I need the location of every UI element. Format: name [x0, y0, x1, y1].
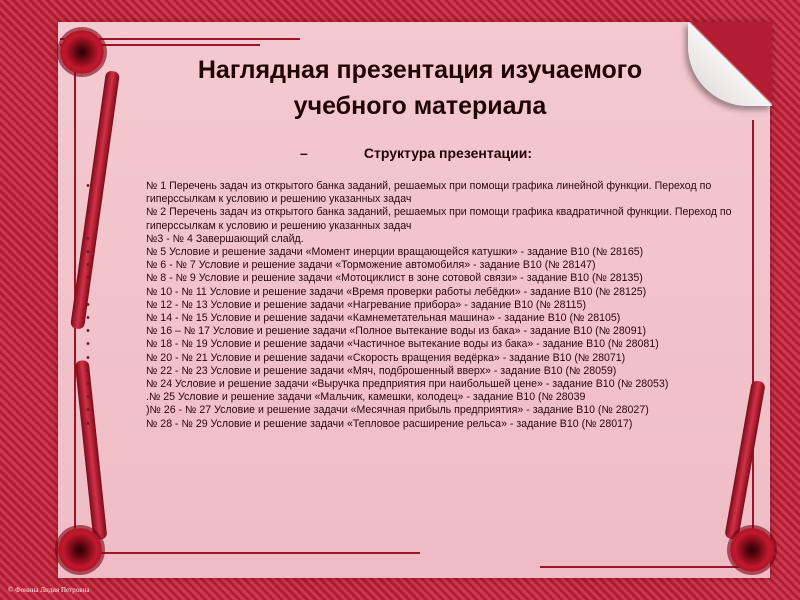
list-item-text: № 10 - № 11 Условие и решение задачи «Время проверки работы лебёдки» - задание B10 (№ 28125)	[146, 285, 647, 298]
subtitle-text: Структура презентации:	[363, 145, 532, 161]
list-item-text: )№ 26 - № 27 Условие и решение задачи «Месячная прибыль предприятия» - задание B10 (№ 28027)	[146, 404, 649, 417]
bullet-icon: •	[86, 351, 90, 364]
list-item[interactable]	[84, 404, 756, 417]
list-item[interactable]	[84, 180, 756, 206]
bullet-icon: •	[86, 404, 90, 417]
bullet-icon: •	[86, 364, 90, 377]
list-item[interactable]	[84, 352, 756, 365]
list-item-text: № 14 - № 15 Условие и решение задачи «Камнеметательная машина» - задание B10 (№ 28105)	[146, 312, 621, 325]
list-item[interactable]	[84, 233, 756, 246]
list-item[interactable]	[84, 312, 756, 325]
list-item[interactable]	[84, 206, 756, 232]
list-item-text: № 12 - № 13 Условие и решение задачи «Нагревание прибора» - задание B10 (№ 28115)	[146, 298, 586, 311]
flower-bottom-right	[730, 528, 774, 572]
bullet-icon: •	[86, 259, 90, 272]
bottom-stripe	[540, 566, 740, 568]
list-item-text: № 2 Перечень задач из открытого банка заданий, решаемых при помощи графика квадратичной функции. Переход по гиперссылкам к условию и решению указанных задач	[146, 206, 732, 232]
bullet-icon: •	[86, 285, 90, 298]
title-line-1: Наглядная презентация изучаемого	[197, 56, 643, 84]
bullet-icon: •	[86, 180, 90, 192]
bullet-icon: •	[86, 206, 90, 219]
title-line-2: учебного материала	[293, 92, 547, 120]
bullet-icon: •	[86, 378, 90, 391]
list-item-text: № 16 – № 17 Условие и решение задачи «Полное вытекание воды из бака» - задание B10 (№ 28091)	[146, 325, 647, 338]
bullet-icon: •	[86, 417, 90, 430]
bullet-icon: •	[86, 272, 90, 285]
copyright-footer: © Фонина Лидия Петровна	[8, 586, 90, 594]
list-item[interactable]	[84, 338, 756, 351]
list-item[interactable]	[84, 391, 756, 404]
list-item[interactable]	[84, 246, 756, 259]
list-item-text: №3 - № 4 Завершающий слайд.	[146, 232, 304, 245]
bullet-icon: •	[86, 246, 90, 259]
flower-top-left	[60, 30, 104, 74]
list-item-text: № 28 - № 29 Условие и решение задачи «Тепловое расширение рельса» - задание B10 (№ 28017)	[146, 417, 633, 430]
bullet-icon: •	[86, 391, 90, 404]
list-item[interactable]	[84, 286, 756, 299]
task-list	[84, 180, 756, 431]
list-item[interactable]	[84, 272, 756, 285]
list-item-text: № 18 - № 19 Условие и решение задачи «Частичное вытекание воды из бака» - задание B10 (№ 28081)	[146, 338, 659, 351]
list-item[interactable]	[84, 378, 756, 391]
bullet-icon: •	[86, 338, 90, 351]
slide-subtitle	[300, 145, 660, 161]
subtitle-dash: –	[300, 145, 308, 161]
list-item-text: № 22 - № 23 Условие и решение задачи «Мяч, подброшенный вверх» - задание B10 (№ 28059)	[146, 364, 617, 377]
list-item-text: № 5 Условие и решение задачи «Момент инерции вращающейся катушки» - задание B10 (№ 28165)	[146, 246, 644, 259]
list-item[interactable]	[84, 259, 756, 272]
list-item[interactable]	[84, 299, 756, 312]
list-item-text: .№ 25 Условие и решение задачи «Мальчик, камешки, колодец» - задание B10 (№ 28039	[146, 391, 586, 404]
bullet-icon: •	[86, 298, 90, 311]
bullet-icon: •	[86, 232, 90, 245]
list-item[interactable]	[84, 418, 756, 431]
list-item-text: № 24 Условие и решение задачи «Выручка предприятия при наибольшей цене» - задание B10 (№ 28053)	[146, 378, 669, 391]
list-item-text: № 1 Перечень задач из открытого банка заданий, решаемых при помощи графика линейной функции. Переход по гиперссылкам к условию и решению указанных задач	[146, 180, 712, 206]
bullet-icon: •	[86, 312, 90, 325]
list-item-text: № 8 - № 9 Условие и решение задачи «Мотоциклист в зоне сотовой связи» - задание B10 (№ 28135)	[146, 272, 643, 285]
bottom-stripe	[100, 552, 420, 554]
bullet-icon: •	[86, 325, 90, 338]
flower-bottom-left	[58, 528, 102, 572]
list-item-text: № 6 - № 7 Условие и решение задачи «Торможение автомобиля» - задание B10 (№ 28147)	[146, 259, 596, 272]
list-item[interactable]	[84, 365, 756, 378]
slide-title	[120, 52, 720, 124]
list-item[interactable]	[84, 325, 756, 338]
list-item-text: № 20 - № 21 Условие и решение задачи «Скорость вращения ведёрка» - задание B10 (№ 28071)	[146, 351, 626, 364]
